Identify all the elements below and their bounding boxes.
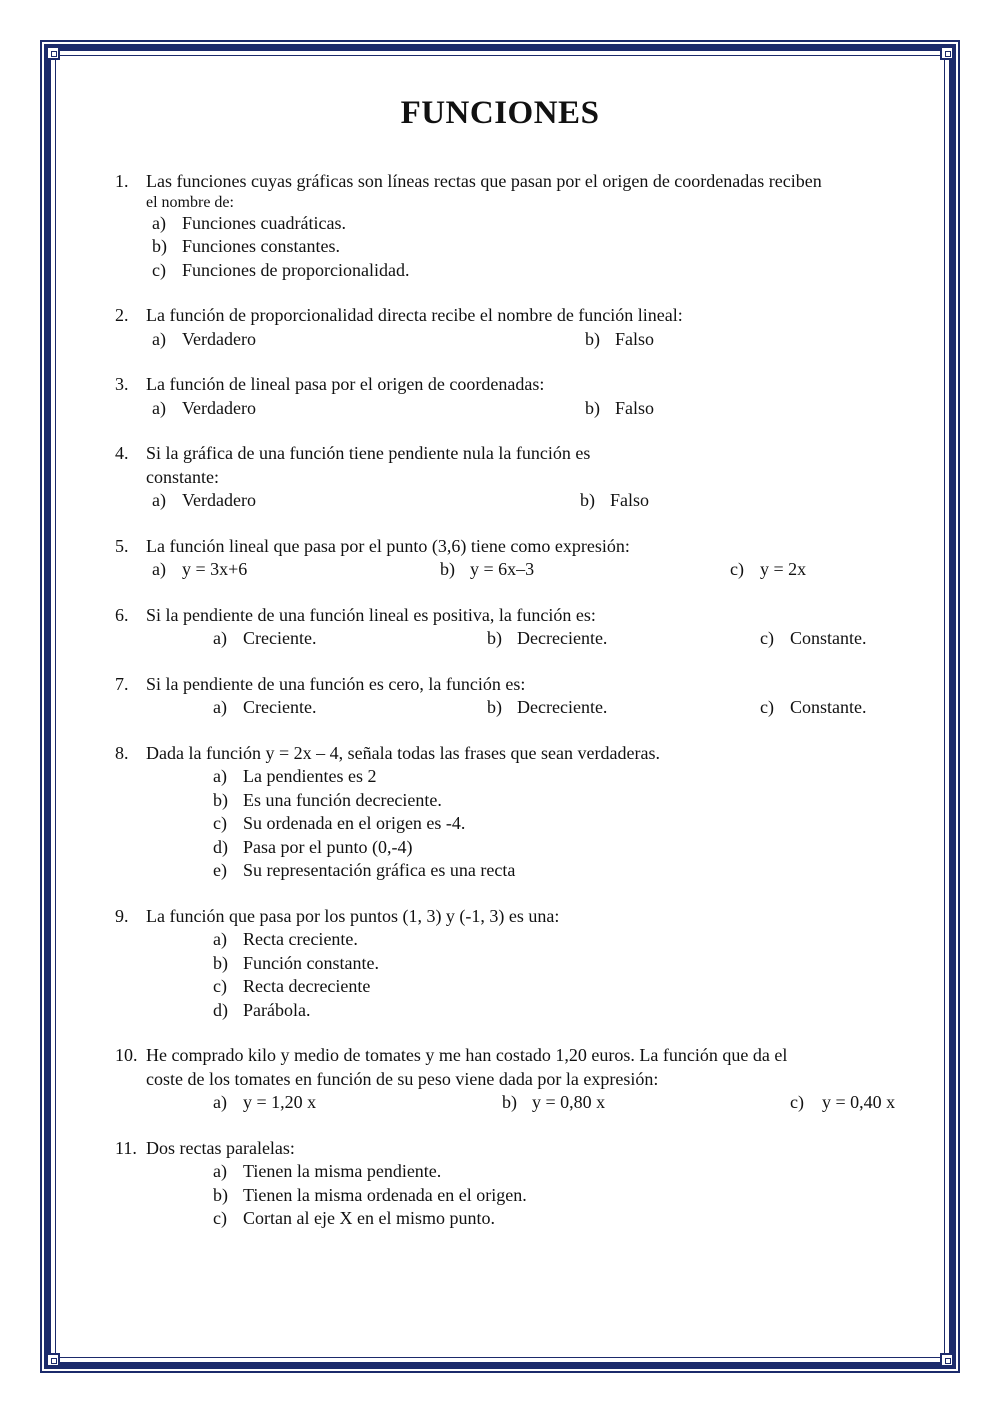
page-title: FUNCIONES [400,95,600,131]
question-text: Si la pendiente de una función es cero, la función es: [146,673,526,694]
question-4 [115,442,915,513]
option-c[interactable]: c) Funciones de proporcionalidad. [152,259,410,280]
option-c[interactable]: c) Recta decreciente [213,976,371,996]
question-number: 9. [115,905,129,926]
question-1 [115,170,915,282]
question-11 [115,1137,915,1231]
question-text: La función de proporcionalidad directa recibe el nombre de función lineal: [146,305,683,325]
question-text: La función que pasa por los puntos (1, 3) y (-1, 3) es una: [146,905,560,926]
question-list [115,170,915,1253]
question-number: 2. [115,305,129,325]
option-list [115,1160,915,1231]
question-text: La función de lineal pasa por el origen de coordenadas: [146,374,545,394]
option-b[interactable]: b) Función constante. [213,952,379,973]
question-number: 3. [115,374,129,394]
option-d[interactable]: d) Parábola. [213,999,311,1020]
question-text: Si la gráfica de una función tiene pendiente nula la función es constante: [146,443,591,487]
option-b[interactable]: b) Tienen la misma ordenada en el origen. [213,1184,527,1205]
question-10 [115,1044,915,1115]
option-c[interactable]: c) Cortan al eje X en el mismo punto. [213,1208,495,1228]
question-text: Las funciones cuyas gráficas son líneas rectas que pasan por el origen de coordenadas reciben el nombre de: [146,171,822,211]
option-d[interactable]: d) Pasa por el punto (0,-4) [213,836,413,857]
question-number: 4. [115,443,129,463]
option-c[interactable]: c) Su ordenada en el origen es -4. [213,813,466,833]
option-row: a) y = 1,20 x b) y = 0,80 x c) y = 0,40 x [213,1092,896,1112]
question-2 [115,304,915,351]
option-row: a) Verdadero b) Falso [152,490,650,510]
question-text: Dada la función y = 2x – 4, señala todas las frases que sean verdaderas. [146,742,660,763]
question-7 [115,673,915,720]
option-row: a) Verdadero b) Falso [152,328,655,349]
question-number: 6. [115,604,129,625]
corner-ornament-bottom-right [940,1353,954,1367]
question-number: 10. [115,1045,138,1065]
question-number: 8. [115,742,129,763]
question-number: 7. [115,673,129,694]
question-text: He comprado kilo y medio de tomates y me han costado 1,20 euros. La función que da el coste de los tomates en función de su peso viene dada por la expresión: [146,1045,788,1089]
option-list [115,765,915,883]
option-row: a) Verdadero b) Falso [152,397,655,418]
option-e[interactable]: e) Su representación gráfica es una recta [213,860,516,880]
question-9 [115,905,915,1023]
corner-ornament-bottom-left [46,1353,60,1367]
option-row: a) Creciente. b) Decreciente. c) Constante. [213,697,867,717]
question-number: 1. [115,171,129,191]
option-b[interactable]: b) Es una función decreciente. [213,789,442,810]
option-list [115,212,915,283]
option-row: a) y = 3x+6 b) y = 6x–3 c) y = 2x [152,559,807,579]
question-number: 5. [115,535,129,556]
option-a[interactable]: a) Funciones cuadráticas. [152,212,346,233]
corner-ornament-top-right [940,46,954,60]
question-text: Dos rectas paralelas: [146,1137,295,1158]
question-number: 11. [115,1137,137,1158]
option-a[interactable]: a) Tienen la misma pendiente. [213,1161,442,1181]
option-a[interactable]: a) Recta creciente. [213,929,358,949]
option-b[interactable]: b) Funciones constantes. [152,236,340,256]
corner-ornament-top-left [46,46,60,60]
question-text: Si la pendiente de una función lineal es positiva, la función es: [146,604,596,625]
question-text: La función lineal que pasa por el punto (3,6) tiene como expresión: [146,535,630,556]
option-list [115,928,915,1022]
question-5 [115,535,915,582]
question-3 [115,373,915,420]
option-row: a) Creciente. b) Decreciente. c) Constante. [213,628,867,648]
question-8 [115,742,915,883]
question-6 [115,604,915,651]
option-a[interactable]: a) La pendientes es 2 [213,766,377,786]
